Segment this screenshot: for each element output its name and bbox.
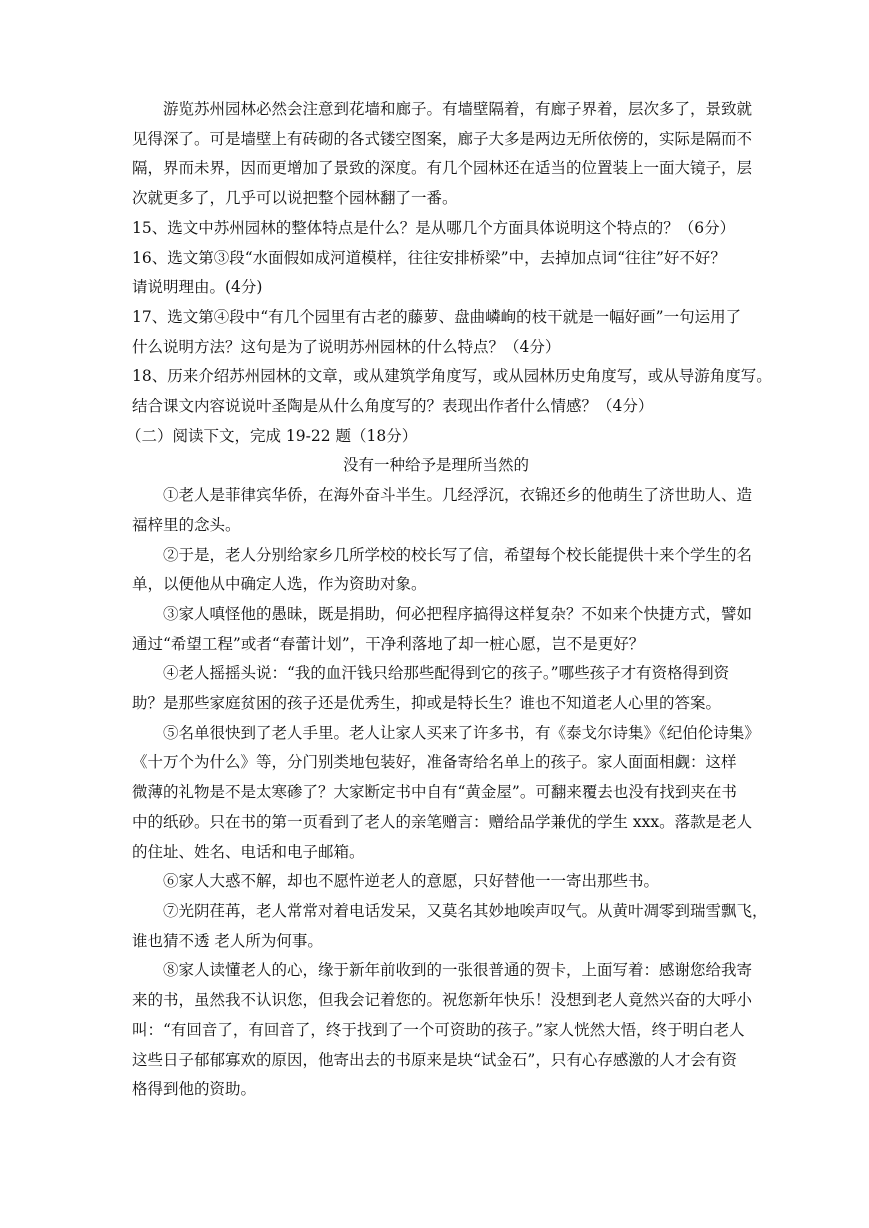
text-line: ⑤名单很快到了老人手里。老人让家人买来了许多书，有《泰戈尔诗集》《纪伯伦诗集》 [163,723,760,742]
text-line: 的住址、姓名、电话和电子邮箱。 [132,842,365,861]
text-line: 福梓里的念头。 [132,515,241,534]
document-page [126,95,772,1105]
question-line: 结合课文内容说说叶圣陶是从什么角度写的？表现出作者什么情感？（4分） [132,397,654,416]
question-line: 17、选文第④段中“有几个园里有古老的藤萝、盘曲嶙峋的枝干就是一幅好画”一句运用了 [132,307,742,326]
text-line: 谁也猜不透 老人所为何事。 [132,931,323,950]
text-line: 这些日子郁郁寡欢的原因，他寄出去的书原来是块“试金石”，只有心存感激的人才会有资 [132,1050,737,1069]
text-line: 格得到他的资助。 [132,1080,257,1099]
question-line: 16、选文第③段“水面假如成河道模样，往往安排桥梁”中，去掉加点词“往往”好不好？ [132,248,726,267]
article-paragraph-6 [132,867,740,897]
text-line: 游览苏州园林必然会注意到花墙和廊子。有墙壁隔着，有廊子界着，层次多了，景致就 [163,100,753,118]
text-line: 通过“希望工程”或者“春蕾计划”，干净利落地了却一桩心愿，岂不是更好？ [132,634,645,653]
question-17 [132,303,740,362]
text-line: 见得深了。可是墙壁上有砖砌的各式镂空图案，廊子大多是两边无所依傍的，实际是隔而不 [132,129,753,148]
article-paragraph-1 [132,481,753,540]
article-title: 没有一种给予是理所当然的 [342,456,529,475]
text-line: 助？是那些家庭贫困的孩子还是优秀生，抑或是特长生？谁也不知道老人心里的答案。 [132,694,722,713]
text-line: ⑥家人大惑不解，却也不愿忤逆老人的意愿，只好替他一一寄出那些书。 [163,872,660,891]
text-line: 来的书，虽然我不认识您，但我会记着您的。祝您新年快乐！没想到老人竟然兴奋的大呼小 [132,991,753,1010]
question-18 [132,362,772,421]
article-paragraph-8 [132,956,753,1105]
article-paragraph-3 [132,600,753,659]
question-line: 什么说明方法？这句是为了说明苏州园林的什么特点？（4分） [132,337,561,356]
article-paragraph-2 [132,541,753,600]
text-line: 隔，界而未界，因而更增加了景致的深度。有几个园林还在适当的位置装上一面大镜子，层 [132,159,753,178]
article-paragraph-7 [132,897,768,956]
article-paragraph-4 [132,659,740,718]
article-paragraph-5 [132,719,760,868]
text-line: 中的纸砂。只在书的第一页看到了老人的亲笔赠言：赠给品学兼优的学生 xxx。落款是老人 [132,812,753,831]
text-line: ①老人是菲律宾华侨，在海外奋斗半生。几经浮沉，衣锦还乡的他萌生了济世助人、造 [163,486,753,505]
text-line: 单，以便他从中确定人选，作为资助对象。 [132,575,427,594]
question-line: 请说明理由。(4分) [132,278,263,297]
text-line: 《十万个为什么》等，分门别类地包装好，准备寄给名单上的孩子。家人面面相觑：这样 [132,753,737,772]
text-line: 叫：“有回音了，有回音了，终于找到了一个可资助的孩子。”家人恍然大悟，终于明白老人 [132,1020,745,1039]
question-line: 15、选文中苏州园林的整体特点是什么？是从哪几个方面具体说明这个特点的？（6分） [132,218,736,237]
section-heading: （二）阅读下文，完成 19-22 题（18分） [126,426,418,445]
intro-paragraph [132,95,753,214]
text-line: ③家人嗔怪他的愚昧，既是捐助，何必把程序搞得这样复杂？不如来个快捷方式，譬如 [163,604,753,623]
text-line: ④老人摇摇头说：“我的血汗钱只给那些配得到它的孩子。”哪些孩子才有资格得到资 [163,664,730,683]
question-line: 18、历来介绍苏州园林的文章，或从建筑学角度写，或从园林历史角度写，或从导游角度写。 [132,367,772,386]
text-line: 微薄的礼物是不是太寒碜了？大家断定书中自有“黄金屋”。可翻来覆去也没有找到夹在书 [132,783,737,802]
text-line: 次就更多了，几乎可以说把整个园林翻了一番。 [132,189,458,208]
text-line: ②于是，老人分别给家乡几所学校的校长写了信，希望每个校长能提供十来个学生的名 [163,545,753,564]
question-16 [132,244,740,303]
question-15 [132,214,740,244]
text-line: ⑧家人读懂老人的心，缘于新年前收到的一张很普通的贺卡，上面写着：感谢您给我寄 [163,961,753,980]
text-line: ⑦光阴荏苒，老人常常对着电话发呆，又莫名其妙地唉声叹气。从黄叶凋零到瑞雪飘飞， [163,901,768,920]
